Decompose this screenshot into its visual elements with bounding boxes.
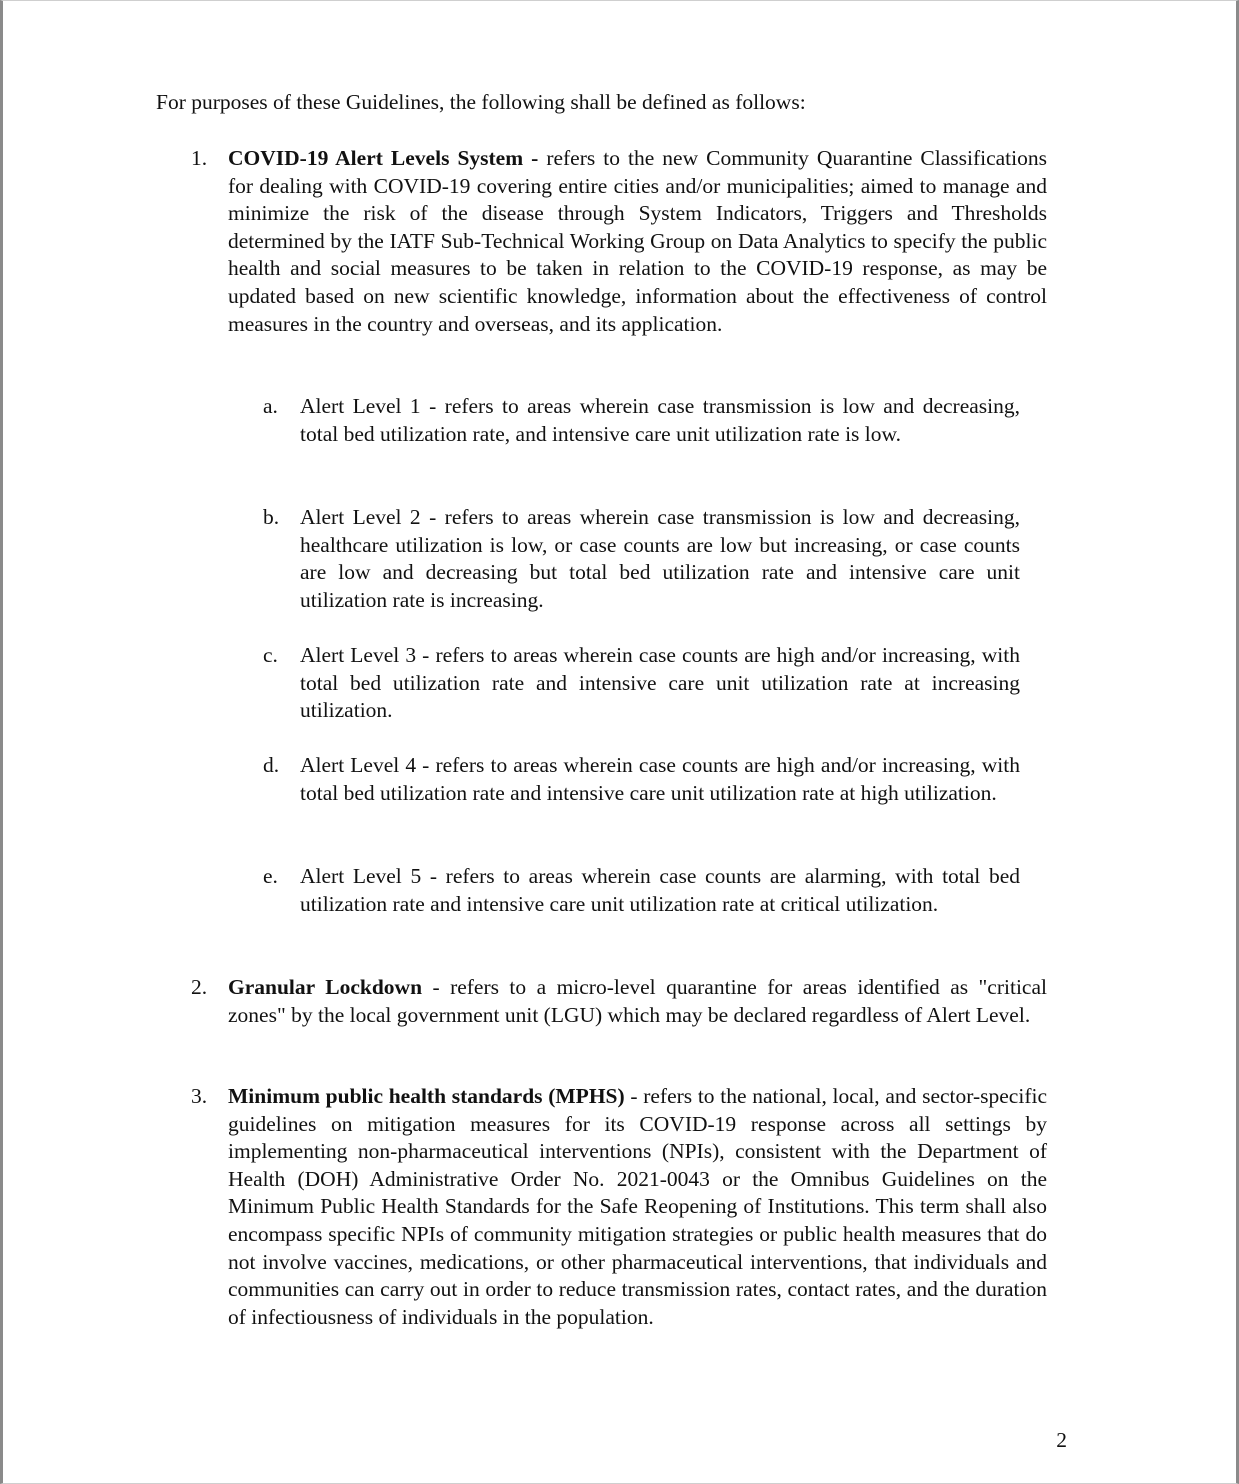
- definition-number: 1.: [191, 146, 208, 170]
- definition-text: refers to the new Community Quarantine Classifications for dealing with COVID-19 covering entire cities and/or municipalities; aimed to manage and minimize the risk of the disease through System Indicators, Triggers and Thresholds determined by the IATF Sub-Technical Working Group on Data Analytics to specify the public health and social measures to be taken in relation to the COVID-19 response, as may be updated based on new scientific knowledge, information about the effectiveness of control measures in the country and overseas, and its application.: [228, 146, 1047, 336]
- alert-level-letter: b.: [263, 505, 280, 529]
- alert-level-text: Alert Level 2 - refers to areas wherein case transmission is low and decreasing, healthcare utilization is low, or case counts are low but increasing, or case counts are low and decreasing but total bed utilization rate and intensive care unit utilization rate is increasing.: [300, 505, 1020, 612]
- definition-number: 3.: [191, 1084, 208, 1108]
- alert-level-item-1: [263, 393, 1020, 448]
- intro-paragraph: For purposes of these Guidelines, the following shall be defined as follows:: [156, 90, 806, 114]
- page-number: 2: [1056, 1428, 1067, 1452]
- definition-item-covid-alert-levels: [191, 145, 1047, 338]
- definition-number: 2.: [191, 975, 208, 999]
- definition-text: - refers to the national, local, and sector-specific guidelines on mitigation measures for its COVID-19 response across all settings by implementing non-pharmaceutical interventions (NPIs), consistent with the Department of Health (DOH) Administrative Order No. 2021-0043 or the Omnibus Guidelines on the Minimum Public Health Standards for the Safe Reopening of Institutions. This term shall also encompass specific NPIs of community mitigation strategies or public health measures that do not involve vaccines, medications, or other pharmaceutical interventions, that individuals and communities can carry out in order to reduce transmission rates, contact rates, and the duration of infectiousness of individuals in the population.: [228, 1084, 1047, 1329]
- definition-term: COVID-19 Alert Levels System -: [228, 146, 539, 170]
- definition-item-mphs: [191, 1083, 1047, 1331]
- definition-item-granular-lockdown: [191, 974, 1047, 1029]
- alert-level-text: Alert Level 4 - refers to areas wherein case counts are high and/or increasing, with total bed utilization rate and intensive care unit utilization rate at high utilization.: [300, 753, 1020, 805]
- definition-term: Granular Lockdown: [228, 975, 423, 999]
- alert-level-item-4: [263, 752, 1020, 807]
- alert-level-letter: a.: [263, 394, 278, 418]
- alert-level-text: Alert Level 1 - refers to areas wherein case transmission is low and decreasing, total bed utilization rate, and intensive care unit utilization rate is low.: [300, 394, 1020, 446]
- alert-level-letter: c.: [263, 643, 278, 667]
- alert-level-letter: e.: [263, 864, 278, 888]
- alert-level-text: Alert Level 5 - refers to areas wherein case counts are alarming, with total bed utilization rate and intensive care unit utilization rate at critical utilization.: [300, 864, 1020, 916]
- definition-term: Minimum public health standards (MPHS): [228, 1084, 625, 1108]
- alert-level-item-2: [263, 504, 1020, 614]
- alert-level-item-5: [263, 863, 1020, 918]
- alert-level-text: Alert Level 3 - refers to areas wherein case counts are high and/or increasing, with total bed utilization rate and intensive care unit utilization rate at increasing utilization.: [300, 643, 1020, 723]
- alert-level-letter: d.: [263, 753, 280, 777]
- definition-text: - refers to a micro-level quarantine for areas identified as "critical zones" by the local government unit (LGU) which may be declared regardless of Alert Level.: [228, 975, 1047, 1027]
- alert-level-item-3: [263, 642, 1020, 725]
